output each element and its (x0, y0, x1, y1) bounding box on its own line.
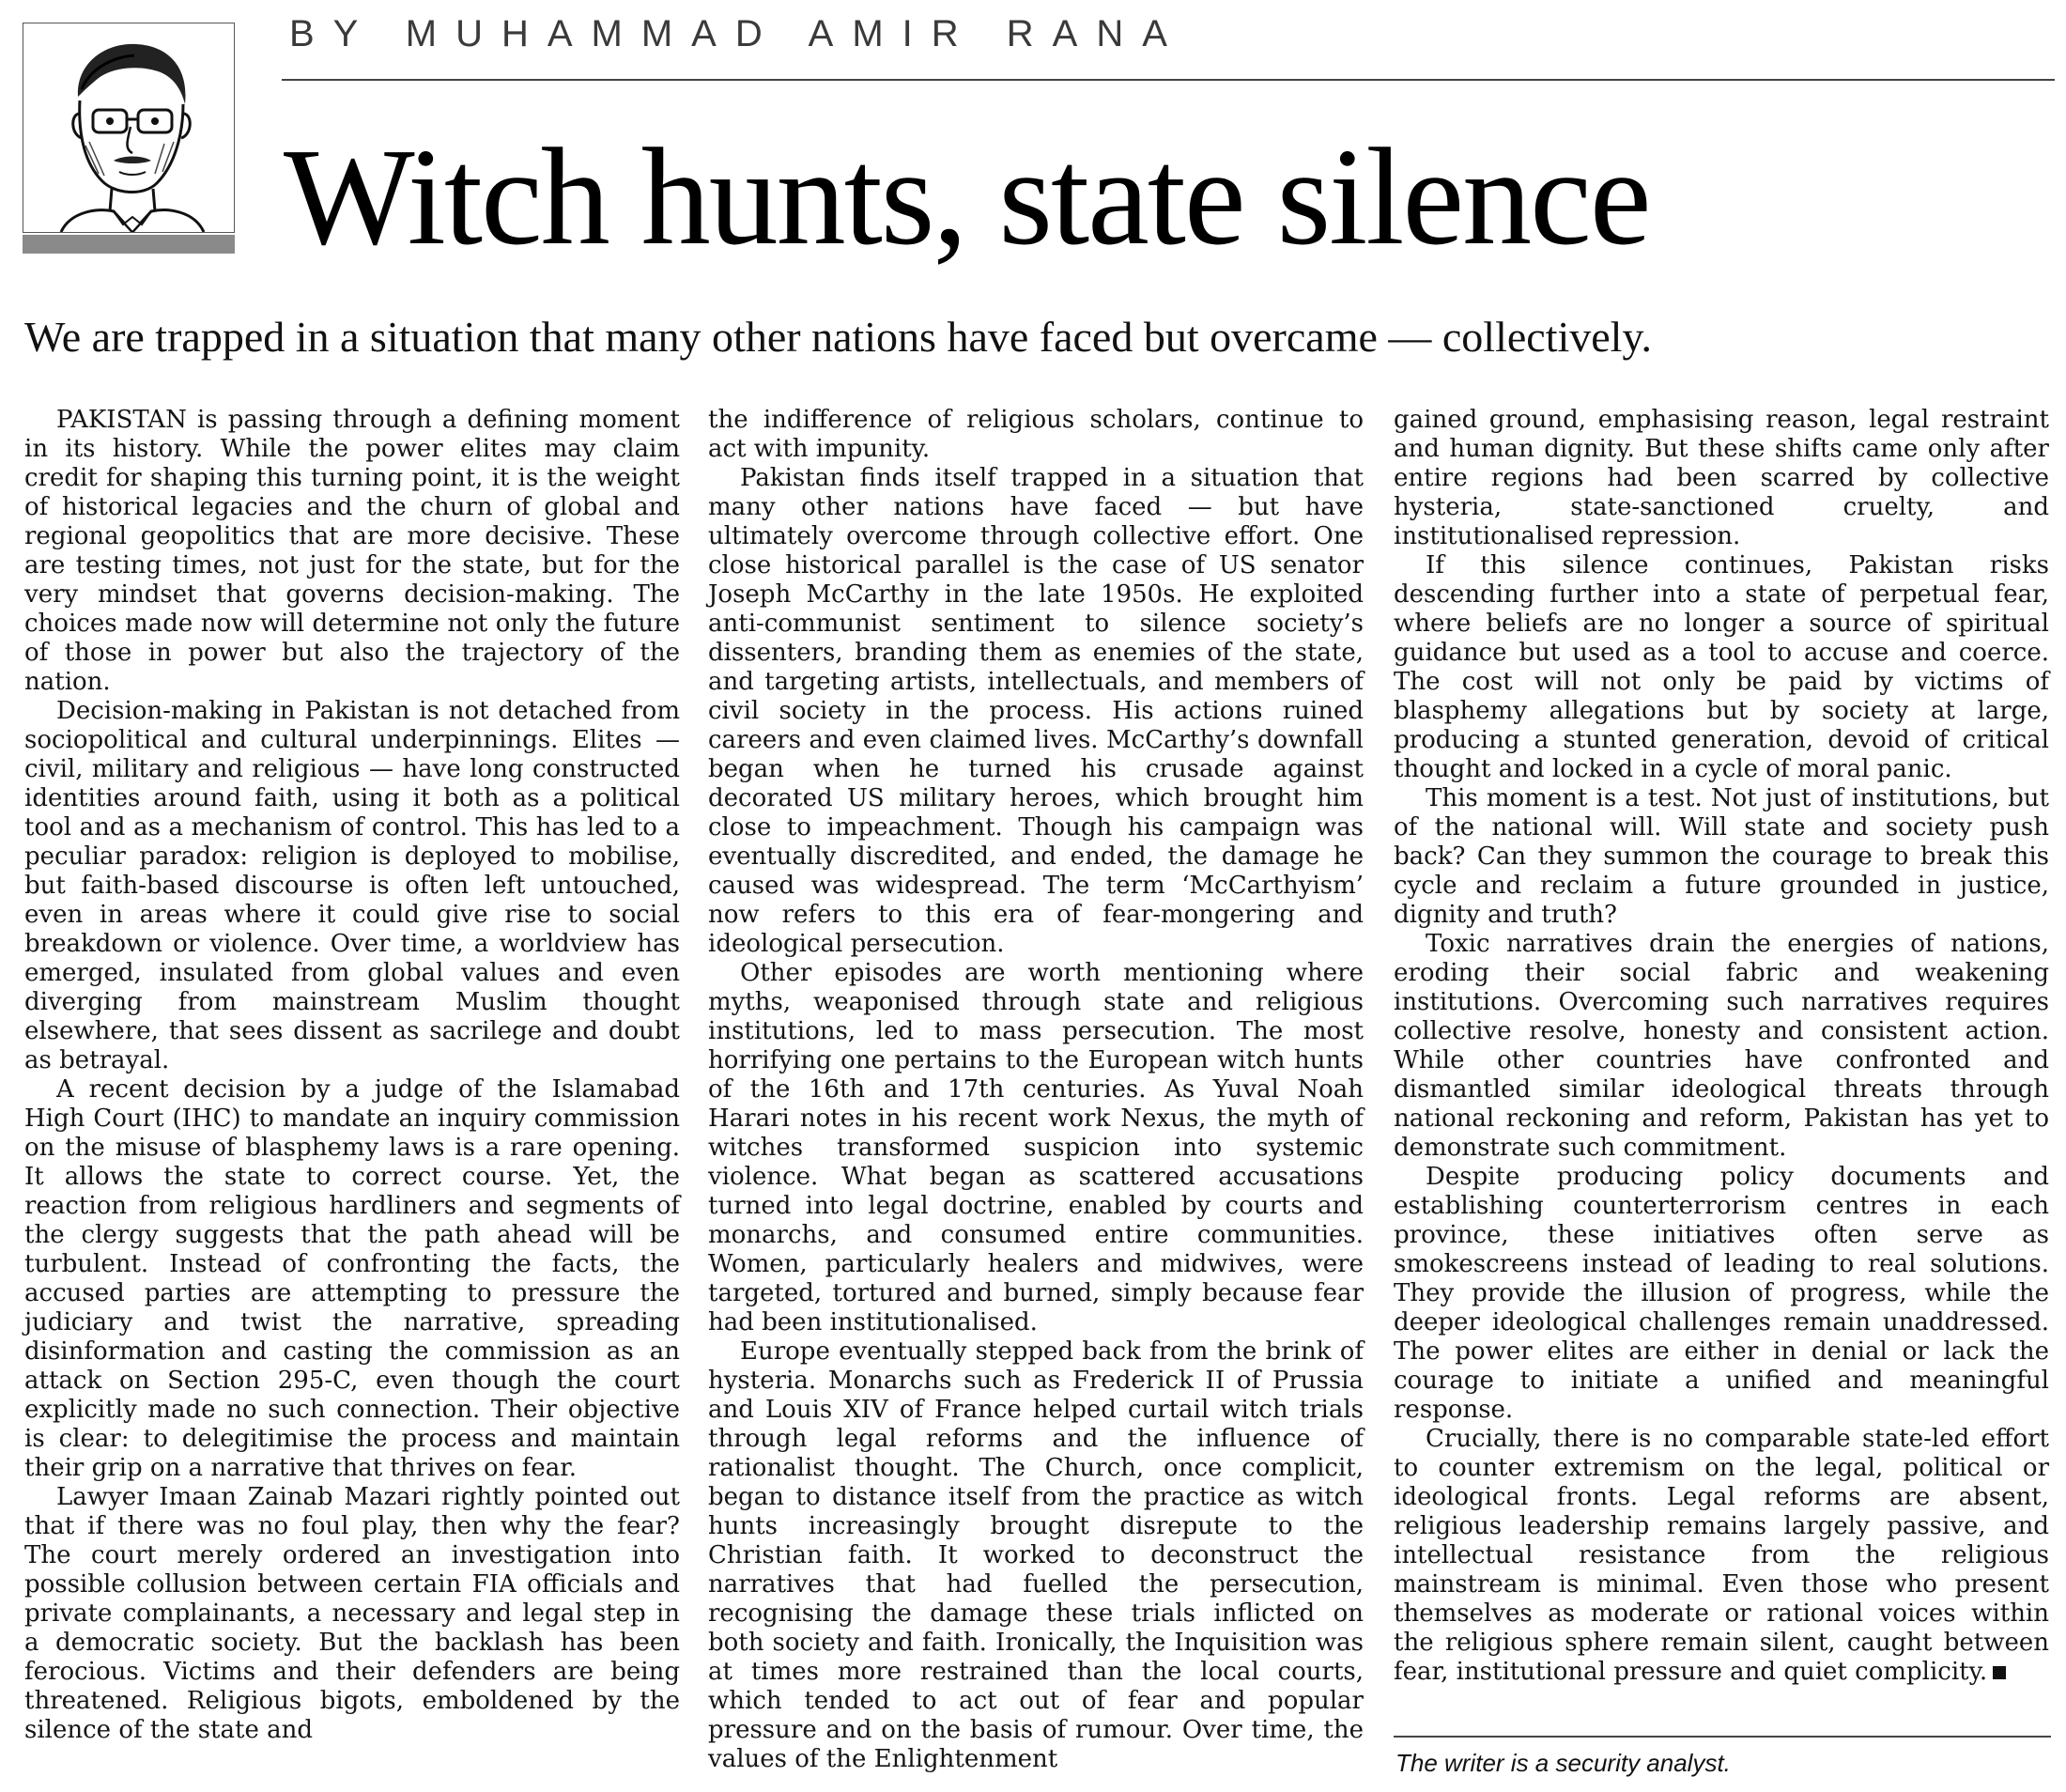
paragraph: Other episodes are worth mentioning where myths, weaponised through state and religious institutions, led to mass persecution. The most horrifying one pertains to the European witch hunts of the 16th and 17th centuries. As Yuval Noah Harari notes in his recent work Nexus, the myth of witches transformed suspicion into systemic violence. What began as scattered accusations turned into legal doctrine, enabled by courts and monarchs, and consumed entire communities. Women, particularly healers and midwives, were targeted, tortured and burned, simply because fear had been institutionalised. (708, 959, 1364, 1336)
paragraph: Decision-making in Pakistan is not detached from sociopolitical and cultural underpinnings. Elites — civil, military and religious — have long constructed identities around faith, using it both as a political tool and as a mechanism of control. This has led to a peculiar paradox: religion is deployed to mobilise, but faith-based discourse is often left untouched, even in areas where it could give rise to social breakdown or violence. Over time, a worldview has emerged, insulated from global values and even diverging from mainstream Muslim thought elsewhere, that sees dissent as sacrilege and doubt as betrayal. (24, 697, 680, 1074)
column-3 (1394, 406, 2049, 1788)
paragraph: If this silence continues, Pakistan risks descending further into a state of perpetual fear, where beliefs are no longer a source of spiritual guidance but used as a tool to accuse and coerce. The cost will not only be paid by victims of blasphemy allegations but by society at large, producing a stunted generation, devoid of critical thought and locked in a cycle of moral panic. (1394, 551, 2049, 783)
paragraph: gained ground, emphasising reason, legal restraint and human dignity. But these shifts came only after entire regions had been scarred by collective hysteria, state-sanctioned cruelty, and institutionalised repression. (1394, 406, 2049, 550)
portrait-accent-bar (23, 235, 235, 254)
author-sketch-icon (23, 23, 234, 232)
author-note: The writer is a security analyst. (1395, 1749, 1731, 1777)
end-mark-icon (1993, 1666, 2006, 1679)
author-portrait (23, 23, 235, 254)
byline-rule (282, 79, 2055, 81)
paragraph: A recent decision by a judge of the Islamabad High Court (IHC) to mandate an inquiry commission on the misuse of blasphemy laws is a rare opening. It allows the state to correct course. Yet, the reaction from religious hardliners and segments of the clergy suggests that the path ahead will be turbulent. Instead of confronting the facts, the accused parties are attempting to pressure the judiciary and twist the narrative, spreading disinformation and casting the commission as an attack on Section 295-C, even though the court explicitly made no such connection. Their objective is clear: to delegitimise the process and maintain their grip on a narrative that thrives on fear. (24, 1075, 680, 1482)
column-1 (24, 406, 680, 1788)
standfirst: We are trapped in a situation that many other nations have faced but overcame — collectively. (24, 313, 1652, 361)
paragraph: Europe eventually stepped back from the brink of hysteria. Monarchs such as Frederick II of Prussia and Louis XIV of France helped curtail witch trials through legal reforms and the influence of rationalist thought. The Church, once complicit, began to distance itself from the practice as witch hunts increasingly brought disrepute to the Christian faith. It worked to deconstruct the narratives that had fuelled the persecution, recognising the damage these trials inflicted on both society and faith. Ironically, the Inquisition was at times more restrained than the local courts, which tended to act out of fear and popular pressure and on the basis of rumour. Over time, the values of the Enlightenment (708, 1337, 1364, 1773)
paragraph: PAKISTAN is passing through a defining moment in its history. While the power elites may claim credit for shaping this turning point, it is the weight of historical legacies and the churn of global and regional geopolitics that are more decisive. These are testing times, not just for the state, but for the very mindset that governs decision-making. The choices made now will determine not only the future of those in power but also the trajectory of the nation. (24, 406, 680, 696)
paragraph: the indifference of religious scholars, continue to act with impunity. (708, 406, 1364, 463)
paragraph-final-text: Crucially, there is no comparable state-led effort to counter extremism on the legal, political or ideological fronts. Legal reforms are absent, religious leadership remains largely passive, and intellectual resistance from the religious mainstream is minimal. Even those who present themselves as moderate or rational voices within the religious sphere remain silent, caught between fear, institutional pressure and quiet complicity. (1394, 1425, 2049, 1686)
footer-rule (1394, 1736, 2051, 1738)
paragraph: Pakistan finds itself trapped in a situation that many other nations have faced — but have ultimately overcome through collective effort. One close historical parallel is the case of US senator Joseph McCarthy in the late 1950s. He exploited anti-communist sentiment to silence society’s dissenters, branding them as enemies of the state, and targeting artists, intellectuals, and members of civil society in the process. His actions ruined careers and even claimed lives. McCarthy’s downfall began when he turned his crusade against decorated US military heroes, which brought him close to impeachment. Though his campaign was eventually discredited, and ended, the damage he caused was widespread. The term ‘McCarthyism’ now refers to this era of fear-mongering and ideological persecution. (708, 464, 1364, 958)
byline: BY MUHAMMAD AMIR RANA (289, 13, 1186, 54)
author-sketch-image (23, 23, 235, 233)
paragraph: Toxic narratives drain the energies of nations, eroding their social fabric and weakening institutions. Overcoming such narratives requires collective resolve, honesty and consistent action. While other countries have confronted and dismantled similar ideological threats through national reckoning and reform, Pakistan has yet to demonstrate such commitment. (1394, 930, 2049, 1162)
article-body (24, 406, 2051, 1788)
paragraph: Despite producing policy documents and establishing counterterrorism centres in each province, these initiatives often serve as smokescreens instead of leading to real solutions. They provide the illusion of progress, while the deeper ideological challenges remain unaddressed. The power elites are either in denial or lack the courage to initiate a unified and meaningful response. (1394, 1163, 2049, 1424)
headline: Witch hunts, state silence (284, 120, 1650, 274)
paragraph: This moment is a test. Not just of institutions, but of the national will. Will state and society push back? Can they summon the courage to break this cycle and reclaim a future grounded in justice, dignity and truth? (1394, 784, 2049, 929)
paragraph: Lawyer Imaan Zainab Mazari rightly pointed out that if there was no foul play, then why the fear? The court merely ordered an investigation into possible collusion between certain FIA officials and private complainants, a necessary and legal step in a democratic society. But the backlash has been ferocious. Victims and their defenders are being threatened. Religious bigots, emboldened by the silence of the state and (24, 1483, 680, 1744)
paragraph-final (1394, 1425, 2049, 1687)
column-2 (708, 406, 1364, 1788)
